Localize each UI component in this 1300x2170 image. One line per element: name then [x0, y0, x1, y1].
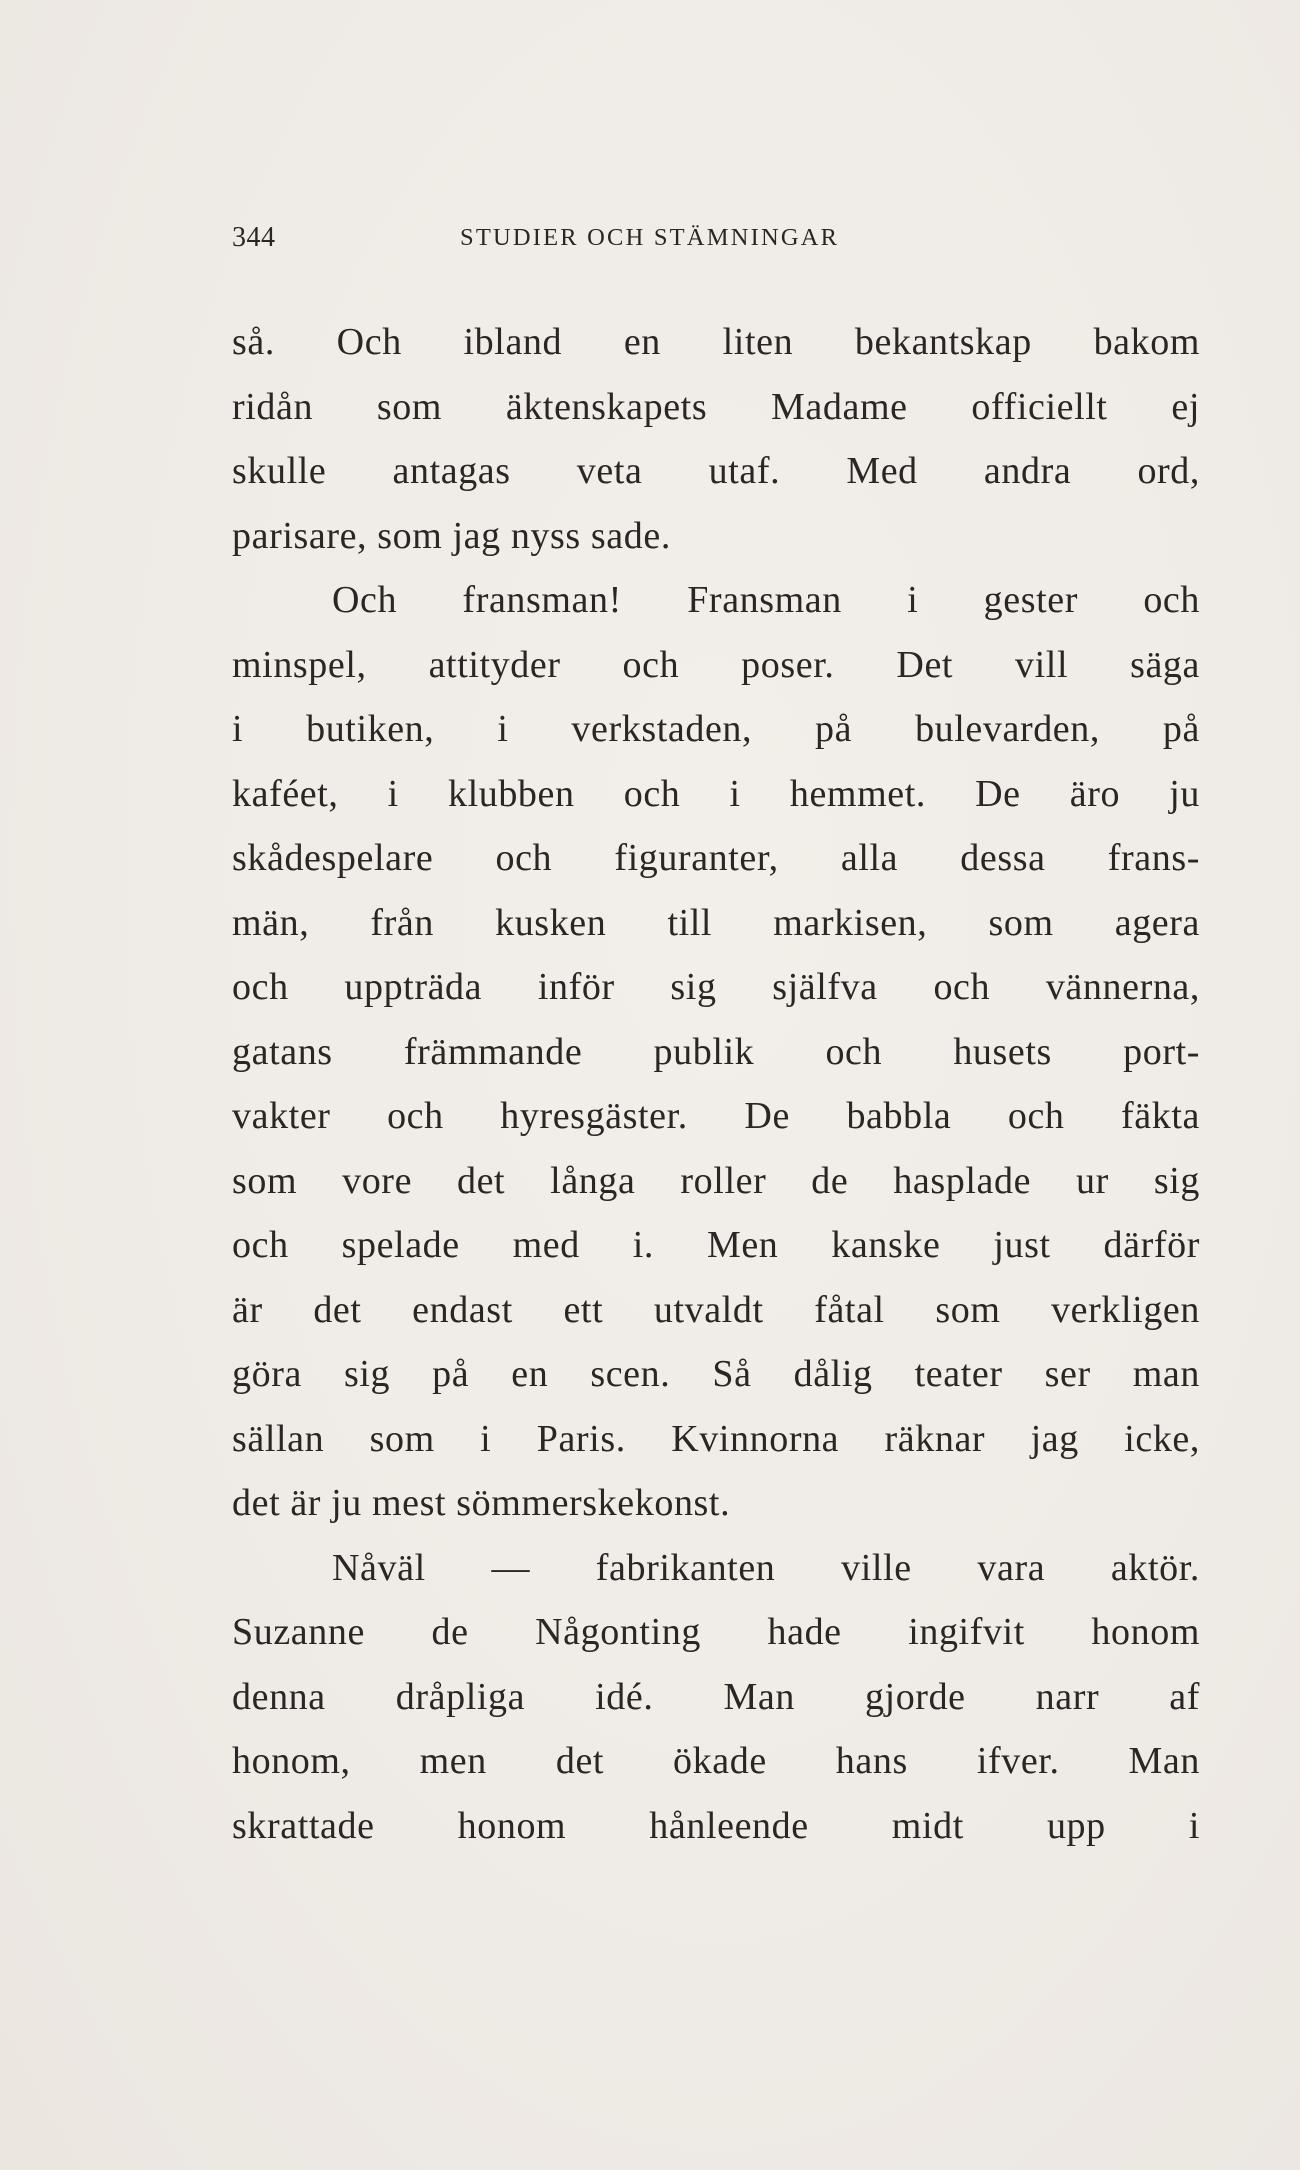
text-line: skulle antagas veta utaf. Med andra ord,	[232, 450, 1200, 492]
text-line: skådespelare och figuranter, alla dessa frans-	[232, 837, 1200, 879]
text-line: och uppträda inför sig själfva och vännerna,	[232, 966, 1200, 1008]
text-line: Och fransman! Fransman i gester och	[332, 579, 1200, 621]
body-text	[232, 310, 1200, 1858]
text-line: honom, men det ökade hans ifver. Man	[232, 1740, 1200, 1782]
running-head	[232, 222, 962, 262]
text-line: som vore det långa roller de hasplade ur sig	[232, 1159, 1200, 1202]
text-line: parisare, som jag nyss sade.	[232, 514, 671, 557]
page-number: 344	[232, 222, 276, 253]
text-line: män, från kusken till markisen, som agera	[232, 901, 1200, 944]
text-line: vakter och hyresgäster. De babbla och fäkta	[232, 1095, 1200, 1137]
running-title: STUDIER OCH STÄMNINGAR	[460, 224, 840, 251]
text-line: skrattade honom hånleende midt upp i	[232, 1804, 1200, 1847]
text-line: gatans främmande publik och husets port-	[232, 1030, 1200, 1073]
text-line: Nåväl — fabrikanten ville vara aktör.	[332, 1546, 1200, 1589]
text-line: ridån som äktenskapets Madame officiellt ej	[232, 385, 1200, 428]
text-line: och spelade med i. Men kanske just därför	[232, 1224, 1200, 1266]
text-line: denna dråpliga idé. Man gjorde narr af	[232, 1675, 1200, 1718]
text-line: göra sig på en scen. Så dålig teater ser man	[232, 1353, 1200, 1395]
text-line: Suzanne de Någonting hade ingifvit honom	[232, 1611, 1200, 1653]
text-line: i butiken, i verkstaden, på bulevarden, på	[232, 708, 1200, 750]
text-line: minspel, attityder och poser. Det vill säga	[232, 643, 1200, 686]
text-line: är det endast ett utvaldt fåtal som verkligen	[232, 1288, 1200, 1331]
text-line: kaféet, i klubben och i hemmet. De äro ju	[232, 772, 1200, 815]
text-line: så. Och ibland en liten bekantskap bakom	[232, 321, 1200, 363]
text-line: sällan som i Paris. Kvinnorna räknar jag icke,	[232, 1417, 1200, 1460]
text-line: det är ju mest sömmerskekonst.	[232, 1482, 731, 1524]
